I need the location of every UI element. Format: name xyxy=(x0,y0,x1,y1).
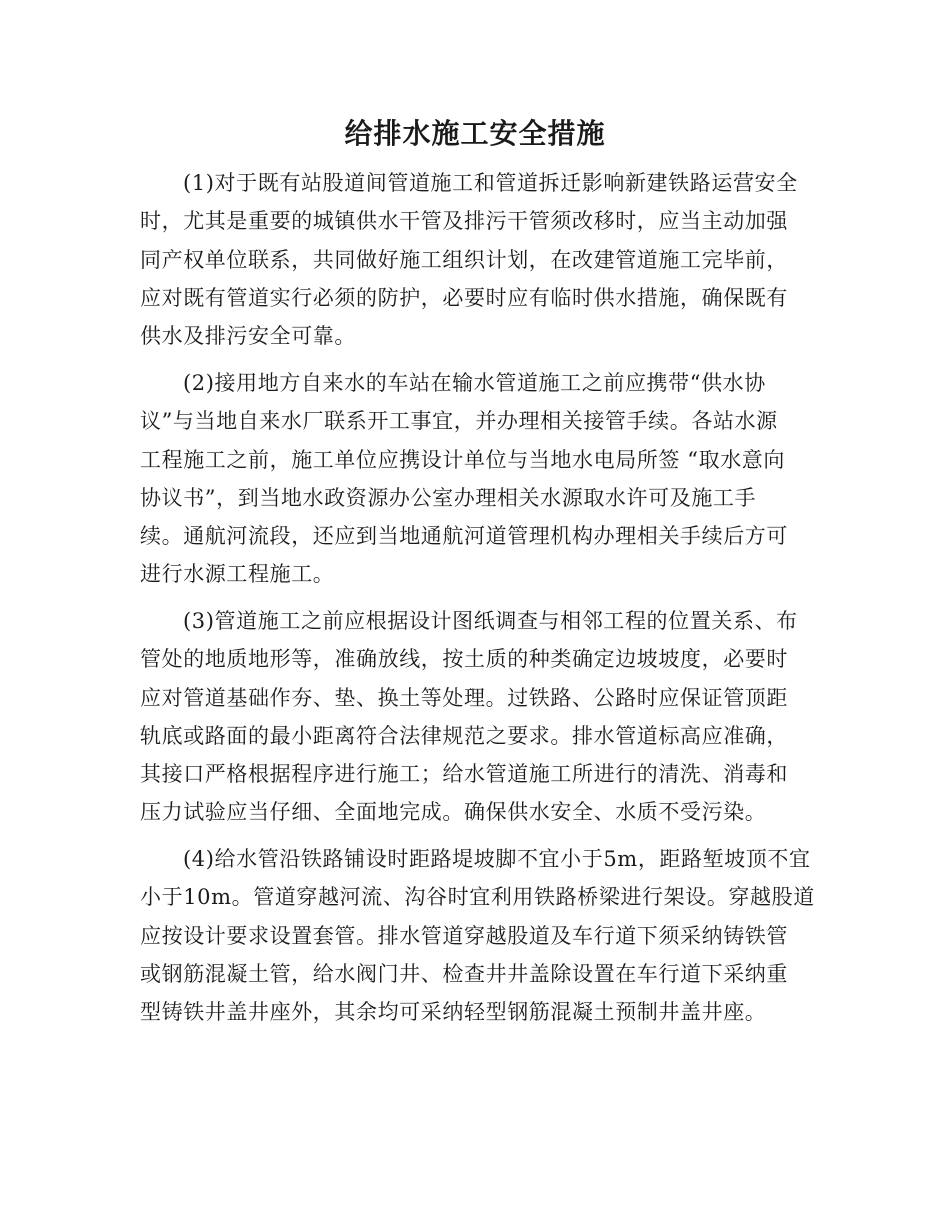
paragraph-line: 议”与当地自来水厂联系开工事宜，并办理相关接管手续。各站水源 xyxy=(140,409,778,434)
document-title: 给排水施工安全措施 xyxy=(344,117,606,150)
paragraph-line: 轨底或路面的最小距离符合法律规范之要求。排水管道标高应准确， xyxy=(140,723,788,748)
paragraph-line: (2)接用地方自来水的车站在输水管道施工之前应携带“供水协 xyxy=(183,371,766,395)
paragraph-line: 工程施工之前，施工单位应携设计单位与当地水电局所签 “取水意向 xyxy=(140,447,786,472)
paragraph-line: 管处的地质地形等，准确放线，按土质的种类确定边坡坡度，必要时 xyxy=(140,647,788,672)
paragraph-line: 应对既有管道实行必须的防护，必要时应有临时供水措施，确保既有 xyxy=(140,285,788,310)
paragraph-1 xyxy=(140,164,812,355)
paragraph-2 xyxy=(140,364,812,594)
paragraph-line: 小于10m。管道穿越河流、沟谷时宜利用铁路桥梁进行架设。穿越股道 xyxy=(140,885,815,910)
paragraph-line: 或钢筋混凝土管，给水阀门井、检查井井盖除设置在车行道下采纳重 xyxy=(140,961,788,986)
paragraph-line: 时，尤其是重要的城镇供水干管及排污干管须改移时，应当主动加强 xyxy=(140,209,788,234)
paragraph-line: (1)对于既有站股道间管道施工和管道拆迁影响新建铁路运营安全 xyxy=(183,171,798,195)
paragraph-line: 进行水源工程施工。 xyxy=(140,562,335,587)
paragraph-line: 应按设计要求设置套管。排水管道穿越股道及车行道下须采纳铸铁管 xyxy=(140,923,788,948)
paragraph-line: 应对管道基础作夯、垫、换土等处理。过铁路、公路时应保证管顶距 xyxy=(140,685,788,710)
paragraph-line: 供水及排污安全可靠。 xyxy=(140,324,356,349)
paragraph-line: (3)管道施工之前应根据设计图纸调查与相邻工程的位置关系、布 xyxy=(183,609,798,633)
paragraph-4 xyxy=(140,840,815,1031)
paragraph-line: (4)给水管沿铁路铺设时距路堤坡脚不宜小于5m，距路堑坡顶不宜 xyxy=(183,847,811,871)
paragraph-line: 协议书”，到当地水政资源办公室办理相关水源取水许可及施工手 xyxy=(140,485,757,510)
paragraph-3 xyxy=(140,602,812,832)
paragraph-line: 同产权单位联系，共同做好施工组织计划，在改建管道施工完毕前， xyxy=(140,247,788,272)
paragraph-line: 压力试验应当仔细、全面地完成。确保供水安全、水质不受污染。 xyxy=(140,800,767,825)
paragraph-line: 其接口严格根据程序进行施工；给水管道施工所进行的清洗、消毒和 xyxy=(140,762,788,787)
paragraph-line: 续。通航河流段，还应到当地通航河道管理机构办理相关手续后方可 xyxy=(140,524,788,549)
paragraph-line: 型铸铁井盖井座外，其余均可采纳轻型钢筋混凝土预制井盖井座。 xyxy=(140,1000,767,1025)
